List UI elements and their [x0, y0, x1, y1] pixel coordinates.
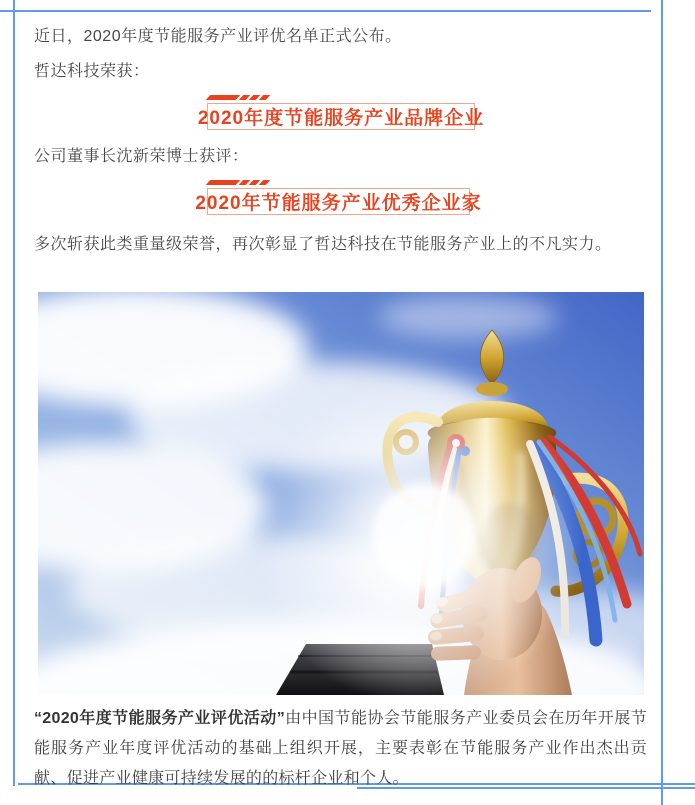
chairman-award-lead-paragraph: 公司董事长沈新荣博士获评：: [34, 148, 249, 165]
frame-line-left: [13, 0, 15, 786]
caption-bold-title: “2020年度节能服务产业评优活动”: [34, 710, 285, 727]
summary-paragraph: 多次斩获此类重量级荣誉，再次彰显了哲达科技在节能服务产业上的不凡实力。: [34, 236, 612, 253]
accent-slash-icon: [259, 95, 271, 100]
award-title-outstanding-entrepreneur: 2020年节能服务产业优秀企业家: [195, 193, 482, 214]
photo-caption: [34, 704, 647, 794]
trophy-photo: [38, 292, 644, 695]
accent-bar: [206, 95, 241, 100]
intro-paragraph: 近日，2020年度节能服务产业评优名单正式公布。: [34, 28, 402, 45]
company-award-lead-paragraph: 哲达科技荣获：: [34, 63, 150, 80]
award-banner-brand-enterprise: [197, 103, 485, 130]
caption-body-text: 由中国节能协会节能服务产业委员会在历年开展节能服务产业年度评优活动的基础上组织开展，主要表彰在节能服务产业作出杰出贡献、促进产业健康可持续发展的的标杆企业和个人。: [34, 710, 647, 787]
accent-slash-icon: [259, 180, 271, 185]
banner-accent-icon: [208, 95, 268, 100]
frame-line-top: [0, 10, 651, 12]
award-banner-outstanding-entrepreneur: [195, 188, 482, 215]
award-title-brand-enterprise: 2020年度节能服务产业品牌企业: [197, 108, 485, 129]
frame-line-right: [661, 0, 663, 805]
accent-bar: [206, 180, 241, 185]
banner-accent-icon: [208, 180, 268, 185]
